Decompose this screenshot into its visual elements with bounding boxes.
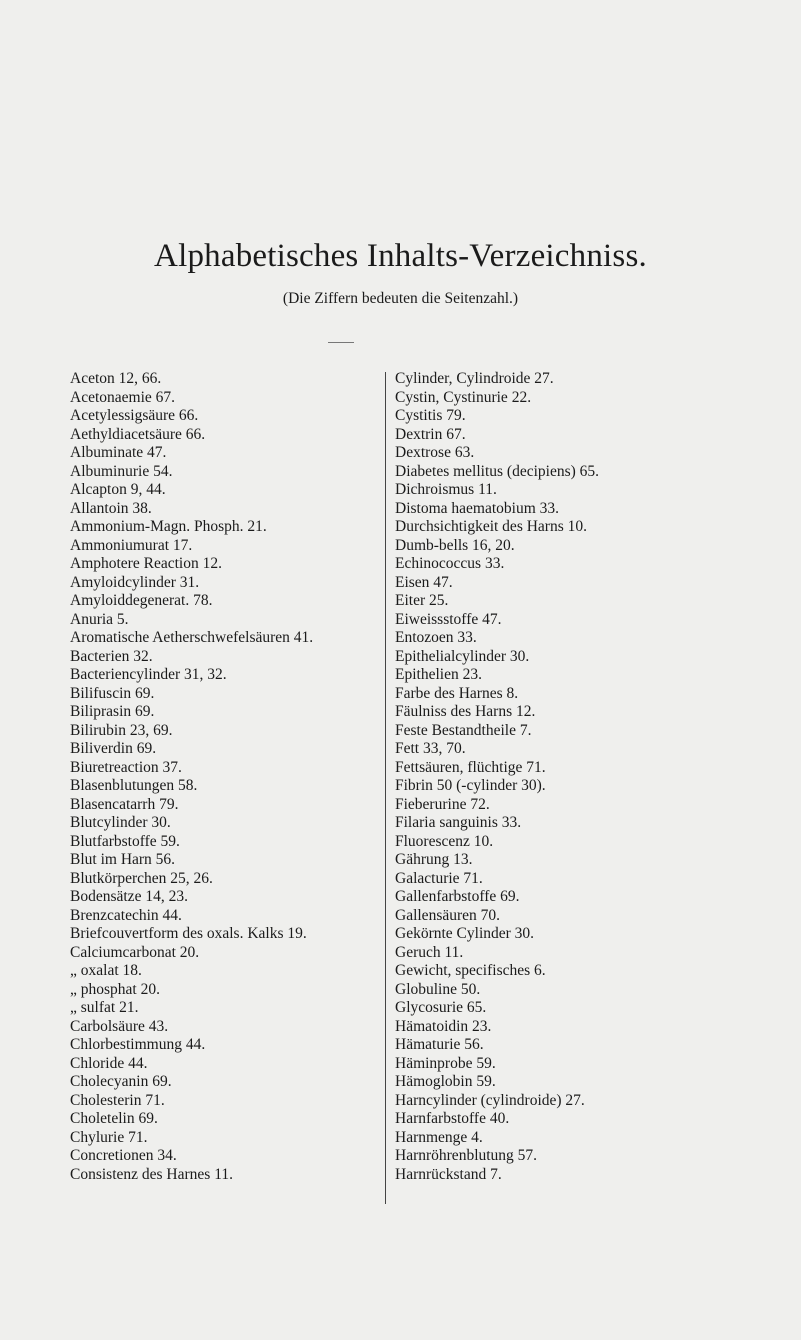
index-entry: „ oxalat 18. <box>70 962 142 979</box>
index-entry: Allantoin 38. <box>70 499 152 517</box>
index-entry: Brenzcatechin 44. <box>70 906 182 924</box>
index-entry: Bacterien 32. <box>70 647 153 665</box>
index-entry: Distoma haematobium 33. <box>395 499 560 517</box>
index-entry: Gekörnte Cylinder 30. <box>395 925 535 942</box>
index-entry: Harncylinder (cylindroide) 27. <box>395 1091 585 1109</box>
index-entry: Gewicht, specifisches 6. <box>395 962 546 979</box>
index-entry: Blut im Harn 56. <box>70 851 176 868</box>
index-entry: Chlorbestimmung 44. <box>70 1036 206 1053</box>
index-entry: Eisen 47. <box>395 573 453 591</box>
index-entry: Chloride 44. <box>70 1054 148 1072</box>
index-entry: Bodensätze 14, 23. <box>70 888 188 905</box>
index-entry: Blutcylinder 30. <box>70 814 171 831</box>
index-entry: Bilifuscin 69. <box>70 684 155 702</box>
index-entry: Aceton 12, 66. <box>70 370 162 387</box>
index-entry: Amphotere Reaction 12. <box>70 555 222 572</box>
index-entry: Fieberurine 72. <box>395 795 490 813</box>
index-entry: Anuria 5. <box>70 610 129 628</box>
index-entry: Choletelin 69. <box>70 1110 158 1127</box>
index-entry: Harnrückstand 7. <box>395 1165 502 1183</box>
index-entry: Hämoglobin 59. <box>395 1073 496 1090</box>
index-entry: Blasencatarrh 79. <box>70 795 179 813</box>
index-entry: Galacturie 71. <box>395 869 483 887</box>
index-entry: Hämaturie 56. <box>395 1036 484 1053</box>
index-entry: Häminprobe 59. <box>395 1054 496 1072</box>
index-column-left <box>70 370 390 1184</box>
index-entry: Globuline 50. <box>395 980 481 998</box>
index-entry: Feste Bestandtheile 7. <box>395 721 532 739</box>
index-entry: Cystitis 79. <box>395 407 466 424</box>
index-entry: Harnmenge 4. <box>395 1128 483 1146</box>
index-entry: Amyloiddegenerat. 78. <box>70 592 213 609</box>
index-entry: Hämatoidin 23. <box>395 1017 492 1035</box>
index-entry: Harnfarbstoffe 40. <box>395 1110 510 1127</box>
index-entry: Aethyldiacetsäure 66. <box>70 425 206 443</box>
index-entry: Fettsäuren, flüchtige 71. <box>395 758 546 776</box>
index-entry: Biuretreaction 37. <box>70 758 182 776</box>
index-entry: Ammoniumurat 17. <box>70 536 193 554</box>
index-entry: Blasenblutungen 58. <box>70 777 198 794</box>
index-entry: Biliverdin 69. <box>70 740 157 757</box>
index-entry: Albuminurie 54. <box>70 462 173 480</box>
page-subtitle: (Die Ziffern bedeuten die Seitenzahl.) <box>282 290 519 307</box>
decorative-rule <box>328 342 354 343</box>
index-entry: Durchsichtigkeit des Harns 10. <box>395 518 587 535</box>
index-entry: Biliprasin 69. <box>70 703 155 720</box>
index-entry: Dumb-bells 16, 20. <box>395 536 515 554</box>
index-entry: Consistenz des Harnes 11. <box>70 1165 234 1183</box>
index-entry: Briefcouvertform des oxals. Kalks 19. <box>70 925 307 942</box>
index-entry: Echinococcus 33. <box>395 555 505 572</box>
index-entry: Cholesterin 71. <box>70 1091 165 1109</box>
index-entry: Farbe des Harnes 8. <box>395 684 519 702</box>
index-entry: Gährung 13. <box>395 851 473 868</box>
page-title: Alphabetisches Inhalts-Verzeichniss. <box>154 238 647 274</box>
index-entry: Bacteriencylinder 31, 32. <box>70 666 227 683</box>
index-entry: Cholecyanin 69. <box>70 1073 172 1090</box>
index-entry: Blutfarbstoffe 59. <box>70 832 180 850</box>
index-entry: Amyloidcylinder 31. <box>70 573 200 591</box>
index-entry: Ammonium-Magn. Phosph. 21. <box>70 518 267 535</box>
index-entry: Blutkörperchen 25, 26. <box>70 869 213 887</box>
index-entry: „ sulfat 21. <box>70 999 139 1016</box>
index-entry: Diabetes mellitus (decipiens) 65. <box>395 462 600 480</box>
index-entry: Geruch 11. <box>395 943 464 961</box>
index-entry: Fett 33, 70. <box>395 740 466 757</box>
index-entry: Cystin, Cystinurie 22. <box>395 388 532 406</box>
index-entry: Albuminate 47. <box>70 444 167 461</box>
index-entry: Eiweissstoffe 47. <box>395 610 502 628</box>
index-entry: Acetonaemie 67. <box>70 388 176 406</box>
index-entry: Alcapton 9, 44. <box>70 481 166 498</box>
index-entry: Calciumcarbonat 20. <box>70 943 200 961</box>
index-entry: Glycosurie 65. <box>395 999 487 1016</box>
index-entry: Acetylessigsäure 66. <box>70 407 199 424</box>
index-entry: Aromatische Aetherschwefelsäuren 41. <box>70 629 314 646</box>
index-entry: Cylinder, Cylindroide 27. <box>395 370 554 387</box>
index-entry: Dextrin 67. <box>395 425 466 443</box>
index-column-right <box>395 370 795 1184</box>
index-entry: Gallensäuren 70. <box>395 906 501 924</box>
index-entry: Chylurie 71. <box>70 1128 148 1146</box>
index-entry: Fluorescenz 10. <box>395 832 494 850</box>
index-entry: Epithelialcylinder 30. <box>395 647 530 665</box>
index-entry: Gallenfarbstoffe 69. <box>395 888 520 905</box>
index-entry: „ phosphat 20. <box>70 980 160 998</box>
index-entry: Eiter 25. <box>395 592 449 609</box>
index-entry: Bilirubin 23, 69. <box>70 721 173 739</box>
index-entry: Entozoen 33. <box>395 629 477 646</box>
index-entry: Dichroismus 11. <box>395 481 497 498</box>
index-entry: Epithelien 23. <box>395 666 482 683</box>
index-entry: Concretionen 34. <box>70 1147 177 1164</box>
index-entry: Harnröhrenblutung 57. <box>395 1147 538 1164</box>
index-entry: Fibrin 50 (-cylinder 30). <box>395 777 546 794</box>
index-entry: Carbolsäure 43. <box>70 1017 169 1035</box>
index-entry: Filaria sanguinis 33. <box>395 814 522 831</box>
index-entry: Fäulniss des Harns 12. <box>395 703 536 720</box>
index-entry: Dextrose 63. <box>395 444 475 461</box>
column-divider <box>385 372 386 1204</box>
